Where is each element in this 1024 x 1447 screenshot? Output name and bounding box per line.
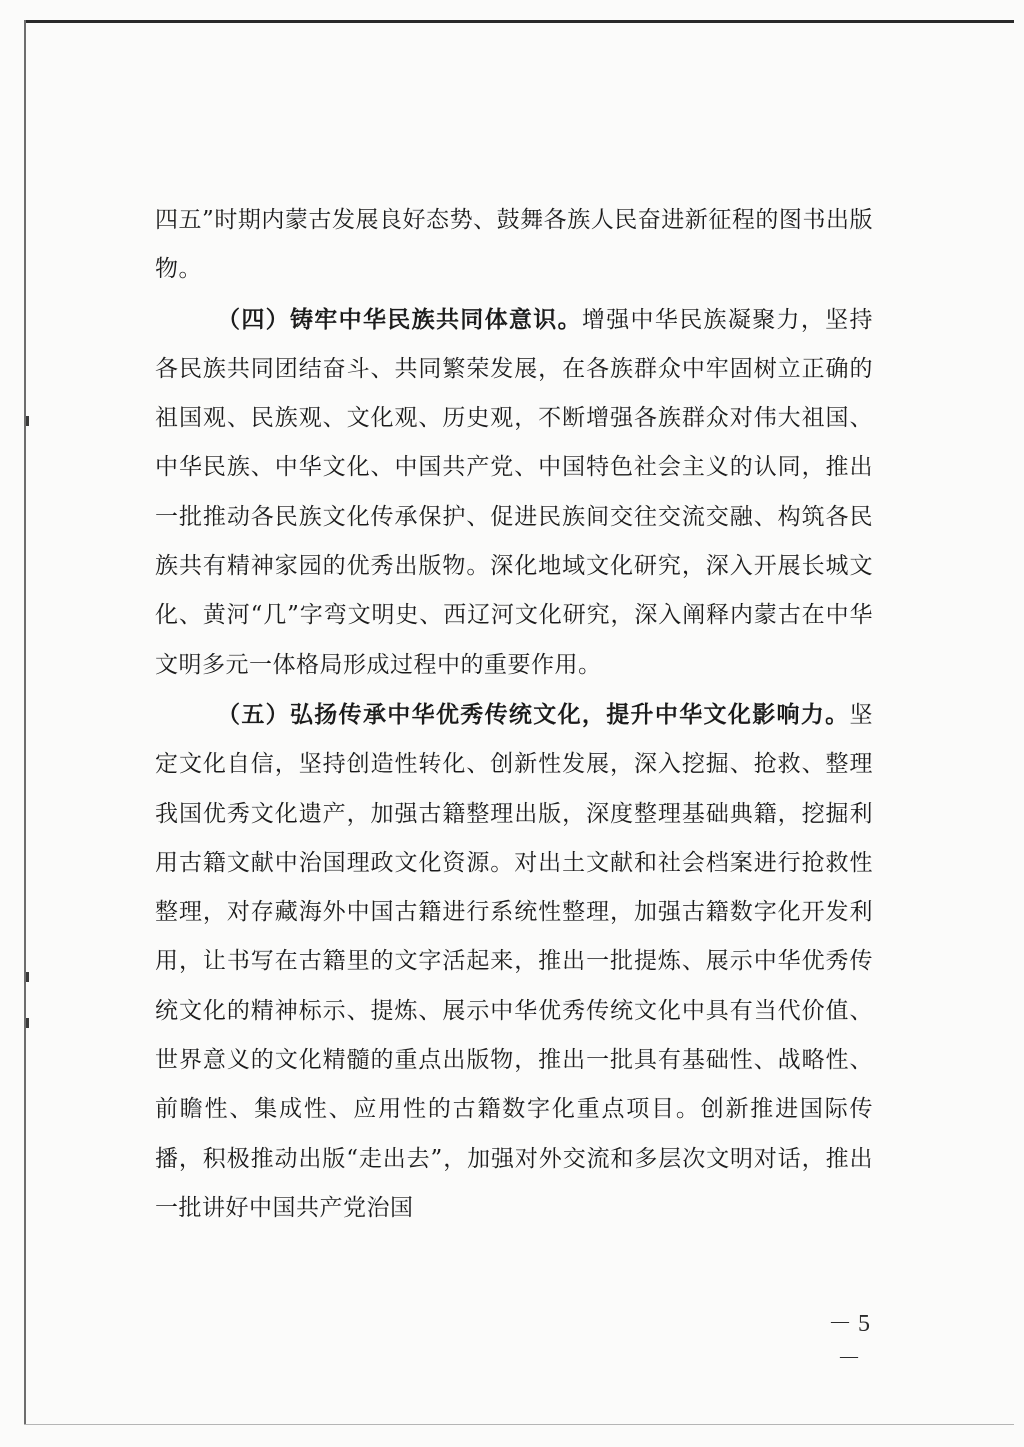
paragraph-text: 增强中华民族凝聚力，坚持各民族共同团结奋斗、共同繁荣发展，在各族群众中牢固树立正确的祖国观、民族观、文化观、历史观，不断增强各族群众对伟大祖国、中华民族、中华文化、中国共产党、中国特色社会主义的认同，推出一批推动各民族文化传承保护、促进民族间交往交流交融、构筑各民族共有精神家园的优秀出版物。深化地域文化研究，深入开展长城文化、黄河“几”字弯文明史、西辽河文化研究，深入阐释内蒙古在中华文明多元一体格局形成过程中的重要作用。: [155, 306, 874, 678]
section-heading-4: （四）铸牢中华民族共同体意识。: [217, 305, 582, 333]
document-body: [155, 196, 873, 1233]
scan-speck: [26, 416, 29, 426]
scan-speck: [26, 1018, 29, 1028]
paragraph-continuation: [155, 196, 873, 295]
page-number: － 5 －: [828, 1311, 870, 1372]
paragraph-section-4: [155, 295, 873, 690]
scan-edge-top: [24, 20, 1014, 23]
scan-speck: [26, 972, 29, 982]
section-heading-5: （五）弘扬传承中华优秀传统文化，提升中华文化影响力。: [217, 700, 850, 728]
paragraph-section-5: [155, 690, 873, 1233]
scan-edge-left: [24, 20, 26, 1424]
paragraph-text: 坚定文化自信，坚持创造性转化、创新性发展，深入挖掘、抢救、整理我国优秀文化遗产，加强古籍整理出版，深度整理基础典籍，挖掘利用古籍文献中治国理政文化资源。对出土文献和社会档案进行抢救性整理，对存藏海外中国古籍进行系统性整理，加强古籍数字化开发利用，让书写在古籍里的文字活起来，推出一批提炼、展示中华优秀传统文化的精神标示、提炼、展示中华优秀传统文化中具有当代价值、世界意义的文化精髓的重点出版物，推出一批具有基础性、战略性、前瞻性、集成性、应用性的古籍数字化重点项目。创新推进国际传播，积极推动出版“走出去”，加强对外交流和多层次文明对话，推出一批讲好中国共产党治国: [155, 701, 873, 1221]
paragraph-text: 四五”时期内蒙古发展良好态势、鼓舞各族人民奋进新征程的图书出版物。: [155, 207, 873, 283]
scan-edge-bottom: [24, 1424, 1014, 1425]
